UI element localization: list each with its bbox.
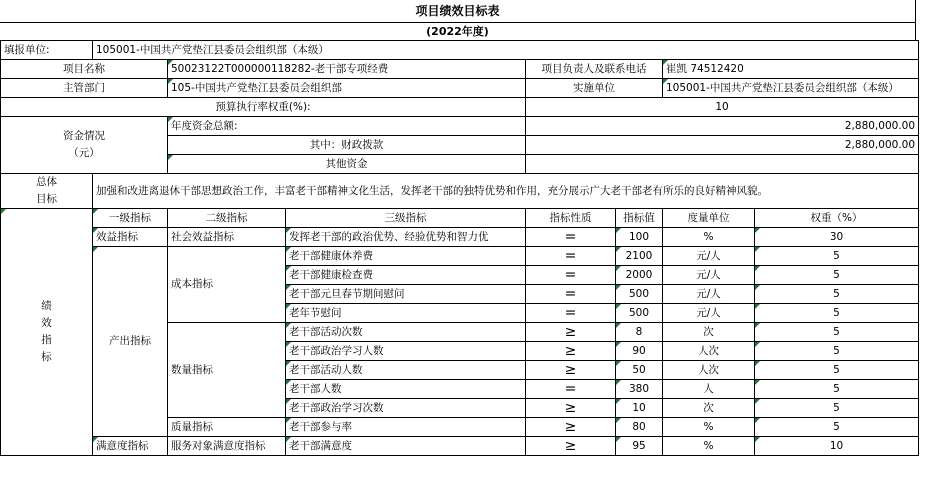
indicator-name[interactable]: 老干部参与率 [286,418,526,437]
indicator-nature[interactable]: ≥ [526,342,616,361]
col-level3: 三级指标 [286,209,526,228]
funds-label-line1: 资金情况 [63,130,105,142]
sheet-title: 项目绩效目标表 [415,4,500,18]
level1-satisfaction: 满意度指标 [93,437,168,456]
col-value: 指标值 [616,209,663,228]
col-level2: 二级指标 [168,209,286,228]
col-level1: 一级指标 [93,209,168,228]
indicator-value[interactable]: 500 [616,304,663,323]
indicator-weight[interactable]: 5 [755,342,919,361]
indicator-weight[interactable]: 30 [755,228,919,247]
indicator-value[interactable]: 90 [616,342,663,361]
dept-label: 主管部门 [1,79,168,98]
indicator-weight[interactable]: 5 [755,418,919,437]
indicator-nature[interactable]: ≥ [526,437,616,456]
indicator-nature[interactable]: = [526,228,616,247]
indicator-unit[interactable]: 人次 [663,361,755,380]
row-goal [1,174,919,209]
level1-benefit: 效益指标 [93,228,168,247]
indicator-weight[interactable]: 5 [755,247,919,266]
filling-unit-label: 填报单位: [1,41,93,60]
indicator-weight[interactable]: 5 [755,380,919,399]
indicator-nature[interactable]: = [526,304,616,323]
indicator-unit[interactable]: % [663,418,755,437]
funds-other-label: 其他资金 [168,155,526,174]
indicator-name[interactable]: 老干部政治学习人数 [286,342,526,361]
exec-weight-label: 预算执行率权重(%): [1,98,526,117]
indicator-nature[interactable]: ≥ [526,361,616,380]
indicator-name[interactable]: 老干部健康休养费 [286,247,526,266]
indicator-nature[interactable]: ≥ [526,323,616,342]
indicator-weight[interactable]: 5 [755,399,919,418]
indicator-name[interactable]: 老干部活动人数 [286,361,526,380]
indicator-value[interactable]: 380 [616,380,663,399]
level2-cost: 成本指标 [168,247,286,323]
indicator-name[interactable]: 老干部元旦春节期间慰问 [286,285,526,304]
funds-label-line2: （元） [68,147,100,159]
indicator-name[interactable]: 发挥老干部的政治优势、经验优势和智力优 [286,228,526,247]
indicator-weight[interactable]: 5 [755,285,919,304]
indicator-unit[interactable]: 次 [663,399,755,418]
indicator-value[interactable]: 95 [616,437,663,456]
indicator-name[interactable]: 老干部健康检查费 [286,266,526,285]
indicator-unit[interactable]: 元/人 [663,285,755,304]
col-unit: 度量单位 [663,209,755,228]
exec-weight-value[interactable]: 10 [526,98,919,117]
row-exec-weight [1,98,919,117]
indicator-nature[interactable]: = [526,380,616,399]
section-char: 指 [41,334,52,346]
funds-fiscal-label: 其中：财政拨款 [168,136,526,155]
indicator-value[interactable]: 80 [616,418,663,437]
indicator-unit[interactable]: % [663,437,755,456]
indicator-section-label [1,209,93,456]
indicator-nature[interactable]: ≥ [526,399,616,418]
funds-total-value[interactable]: 2,880,000.00 [526,117,919,136]
goal-label-line2: 目标 [36,193,57,205]
table-row [1,247,919,266]
indicator-nature[interactable]: ≥ [526,418,616,437]
funds-fiscal-value[interactable]: 2,880,000.00 [526,136,919,155]
row-department [1,79,919,98]
indicator-unit[interactable]: 人次 [663,342,755,361]
funds-other-value[interactable] [526,155,919,174]
indicator-weight[interactable]: 10 [755,437,919,456]
row-indicator-header [1,209,919,228]
contact-label: 项目负责人及联系电话 [526,60,663,79]
col-nature: 指标性质 [526,209,616,228]
funds-label [1,117,168,174]
indicator-weight[interactable]: 5 [755,266,919,285]
level2-service: 服务对象满意度指标 [168,437,286,456]
project-name-value[interactable]: 50023122T000000118282-老干部专项经费 [168,60,526,79]
indicator-name[interactable]: 老干部活动次数 [286,323,526,342]
section-char: 绩 [41,300,52,312]
indicator-value[interactable]: 2000 [616,266,663,285]
indicator-weight[interactable]: 5 [755,323,919,342]
indicator-nature[interactable]: = [526,247,616,266]
indicator-value[interactable]: 100 [616,228,663,247]
indicator-unit[interactable]: 元/人 [663,304,755,323]
project-name-label: 项目名称 [1,60,168,79]
indicator-weight[interactable]: 5 [755,304,919,323]
indicator-unit[interactable]: % [663,228,755,247]
indicator-name[interactable]: 老干部人数 [286,380,526,399]
section-char: 效 [41,317,52,329]
indicator-unit[interactable]: 次 [663,323,755,342]
sheet-year: (2022年度) [0,22,915,41]
indicator-name[interactable]: 老干部政治学习次数 [286,399,526,418]
performance-table [0,40,919,456]
indicator-nature[interactable]: = [526,266,616,285]
impl-label: 实施单位 [526,79,663,98]
row-project-name [1,60,919,79]
contact-value[interactable]: 崔凯 74512420 [663,60,919,79]
level1-output: 产出指标 [93,247,168,437]
indicator-weight[interactable]: 5 [755,361,919,380]
indicator-value[interactable]: 10 [616,399,663,418]
filling-unit-value[interactable]: 105001-中国共产党垫江县委员会组织部（本级） [93,41,919,60]
indicator-value[interactable]: 2100 [616,247,663,266]
indicator-unit[interactable]: 元/人 [663,247,755,266]
table-row [1,437,919,456]
funds-total-label: 年度资金总额: [168,117,526,136]
indicator-nature[interactable]: = [526,285,616,304]
indicator-name[interactable]: 老干部满意度 [286,437,526,456]
level2-social: 社会效益指标 [168,228,286,247]
goal-label [1,174,93,209]
table-row [1,228,919,247]
indicator-name[interactable]: 老年节慰问 [286,304,526,323]
indicator-unit[interactable]: 人 [663,380,755,399]
dept-value[interactable]: 105-中国共产党垫江县委员会组织部 [168,79,526,98]
indicator-unit[interactable]: 元/人 [663,266,755,285]
section-char: 标 [41,351,52,363]
impl-value[interactable]: 105001-中国共产党垫江县委员会组织部（本级） [663,79,919,98]
indicator-value[interactable]: 50 [616,361,663,380]
indicator-value[interactable]: 8 [616,323,663,342]
right-border [915,0,916,40]
col-weight: 权重（%） [755,209,919,228]
row-filling-unit [1,41,919,60]
level2-quantity: 数量指标 [168,323,286,418]
goal-label-line1: 总体 [36,176,57,188]
row-funds-total [1,117,919,136]
level2-quality: 质量指标 [168,418,286,437]
indicator-value[interactable]: 500 [616,285,663,304]
goal-text[interactable]: 加强和改进离退休干部思想政治工作，丰富老干部精神文化生活，发挥老干部的独特优势和作用，充分展示广大老干部老有所乐的良好精神风貌。 [93,174,919,209]
